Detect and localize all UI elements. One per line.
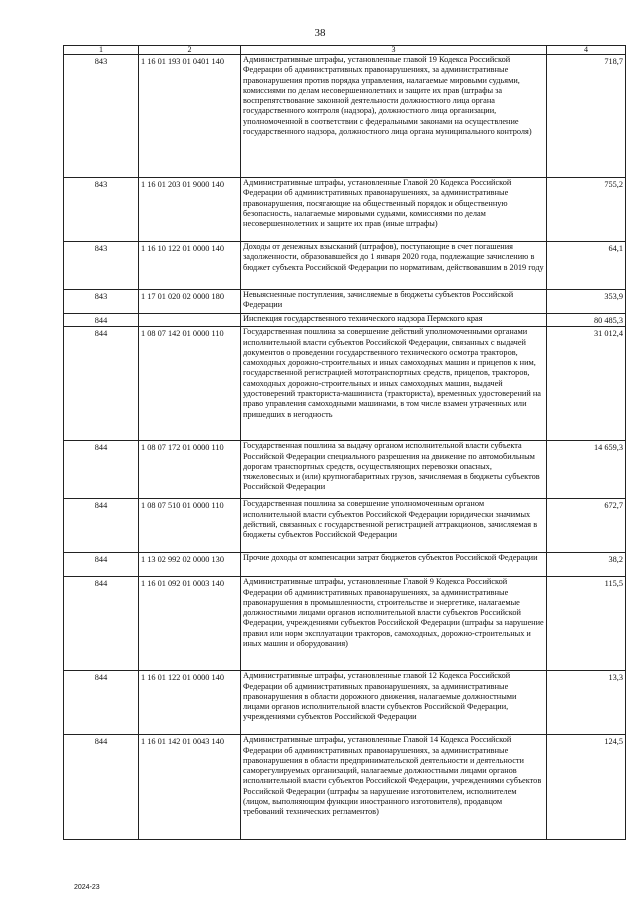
header-col-1: 1 <box>64 46 139 55</box>
table-row <box>64 577 626 671</box>
description-cell: Административные штрафы, установленные Главой 9 Кодекса Российской Федерации об административных правонарушениях, за административные правонарушения в промышленности, строительстве и энергетике, налагаемые должностными лицами органов исполнительной власти субъектов Российской Федерации, учреждениями субъектов Российской Федерации (штрафы за нарушение правил или норм эксплуатации тракторов, самоходных, дорожно-строительных и иных машин и оборудования) <box>241 577 547 671</box>
budget-code-cell: 1 16 10 122 01 0000 140 <box>139 242 241 290</box>
table-row <box>64 178 626 242</box>
admin-code-cell: 844 <box>64 735 139 840</box>
admin-code-cell: 843 <box>64 290 139 314</box>
budget-code-cell: 1 16 01 122 01 0000 140 <box>139 671 241 735</box>
header-col-3: 3 <box>241 46 547 55</box>
amount-cell: 755,2 <box>547 178 626 242</box>
description-cell: Административные штрафы, установленные Главой 14 Кодекса Российской Федерации об административных правонарушениях, за административные правонарушения в области предпринимательской деятельности и деятельности саморегулируемых организаций, налагаемые должностными лицами органов исполнительной власти субъектов Российской Федерации, учреждениями субъектов Российской Федерации (штрафы за нарушение изготовителем, исполнителем (лицом, выполняющим функции иностранного изготовителя), продавцом требований технических регламентов) <box>241 735 547 840</box>
footer-document-code: 2024-23 <box>74 884 100 891</box>
amount-cell: 14 659,3 <box>547 441 626 499</box>
description-cell: Государственная пошлина за совершение уполномоченным органом исполнительной власти субъектов Российской Федерации юридически значимых действий, связанных с государственной регистрацией аттракционов, зачисляемая в бюджеты субъектов Российской Федерации <box>241 499 547 553</box>
table-row <box>64 327 626 441</box>
table-row <box>64 671 626 735</box>
header-col-2: 2 <box>139 46 241 55</box>
amount-cell: 718,7 <box>547 55 626 178</box>
budget-code-cell <box>139 314 241 327</box>
amount-cell: 353,9 <box>547 290 626 314</box>
table-row <box>64 290 626 314</box>
revenue-table <box>63 45 626 840</box>
amount-cell: 672,7 <box>547 499 626 553</box>
description-cell: Государственная пошлина за совершение действий уполномоченными органами исполнительной власти субъектов Российской Федерации, связанных с выдачей документов о проведении государственного технического осмотра тракторов, самоходных дорожно-строительных и иных самоходных машин и прицепов к ним, государственной регистрацией мототранспортных средств, прицепов, тракторов, самоходных дорожно-строительных и иных самоходных машин, выдачей удостоверений тракториста-машиниста (тракториста), временных удостоверений на право управления самоходными машинами, в том числе взамен утраченных или пришедших в негодность <box>241 327 547 441</box>
amount-cell: 115,5 <box>547 577 626 671</box>
budget-code-cell: 1 13 02 992 02 0000 130 <box>139 553 241 577</box>
header-col-4: 4 <box>547 46 626 55</box>
description-cell: Доходы от денежных взысканий (штрафов), поступающие в счет погашения задолженности, образовавшейся до 1 января 2020 года, подлежащие зачислению в бюджет субъекта Российской Федерации по нормативам, действовавшим в 2019 году <box>241 242 547 290</box>
amount-cell: 64,1 <box>547 242 626 290</box>
page-number: 38 <box>314 27 326 39</box>
admin-code-cell: 844 <box>64 441 139 499</box>
description-cell: Прочие доходы от компенсации затрат бюджетов субъектов Российской Федерации <box>241 553 547 577</box>
admin-code-cell: 844 <box>64 577 139 671</box>
budget-code-cell: 1 16 01 142 01 0043 140 <box>139 735 241 840</box>
table-row <box>64 735 626 840</box>
description-cell: Административные штрафы, установленные главой 19 Кодекса Российской Федерации об административных правонарушениях, за административные правонарушения против порядка управления, налагаемые мировыми судьями, комиссиями по делам несовершеннолетних и защите их прав (штрафы за воспрепятствование законной деятельности должностного лица органа государственного контроля (надзора), должностного лица организации, уполномоченной в соответствии с федеральными законами на осуществление государственного надзора, должностного лица органа муниципального контроля) <box>241 55 547 178</box>
budget-code-cell: 1 16 01 092 01 0003 140 <box>139 577 241 671</box>
budget-code-cell: 1 16 01 203 01 9000 140 <box>139 178 241 242</box>
amount-cell: 38,2 <box>547 553 626 577</box>
amount-cell: 13,3 <box>547 671 626 735</box>
admin-code-cell: 844 <box>64 499 139 553</box>
description-cell: Инспекция государственного технического надзора Пермского края <box>241 314 547 327</box>
budget-code-cell: 1 16 01 193 01 0401 140 <box>139 55 241 178</box>
admin-code-cell: 844 <box>64 314 139 327</box>
description-cell: Административные штрафы, установленные Главой 20 Кодекса Российской Федерации об административных правонарушениях, за административные правонарушения, посягающие на общественный порядок и общественную безопасность, налагаемые мировыми судьями, комиссиями по делам несовершеннолетних и защите их прав (иные штрафы) <box>241 178 547 242</box>
description-cell: Невыясненные поступления, зачисляемые в бюджеты субъектов Российской Федерации <box>241 290 547 314</box>
table-row <box>64 242 626 290</box>
table-row <box>64 55 626 178</box>
description-cell: Государственная пошлина за выдачу органом исполнительной власти субъекта Российской Федерации специального разрешения на движение по автомобильным дорогам транспортных средств, осуществляющих перевозки опасных, тяжеловесных и (или) крупногабаритных грузов, зачисляемая в бюджеты субъектов Российской Федерации <box>241 441 547 499</box>
amount-cell: 80 485,3 <box>547 314 626 327</box>
table-row <box>64 314 626 327</box>
admin-code-cell: 843 <box>64 55 139 178</box>
budget-code-cell: 1 08 07 142 01 0000 110 <box>139 327 241 441</box>
table-row <box>64 553 626 577</box>
admin-code-cell: 844 <box>64 553 139 577</box>
budget-code-cell: 1 08 07 172 01 0000 110 <box>139 441 241 499</box>
table-row <box>64 499 626 553</box>
table-row <box>64 441 626 499</box>
header-row <box>64 46 626 55</box>
budget-code-cell: 1 08 07 510 01 0000 110 <box>139 499 241 553</box>
admin-code-cell: 844 <box>64 327 139 441</box>
admin-code-cell: 843 <box>64 178 139 242</box>
amount-cell: 124,5 <box>547 735 626 840</box>
admin-code-cell: 844 <box>64 671 139 735</box>
admin-code-cell: 843 <box>64 242 139 290</box>
description-cell: Административные штрафы, установленные главой 12 Кодекса Российской Федерации об административных правонарушениях, за административные правонарушения в области дорожного движения, налагаемые должностными лицами органов исполнительной власти субъектов Российской Федерации, учреждениями субъектов Российской Федерации <box>241 671 547 735</box>
budget-code-cell: 1 17 01 020 02 0000 180 <box>139 290 241 314</box>
amount-cell: 31 012,4 <box>547 327 626 441</box>
